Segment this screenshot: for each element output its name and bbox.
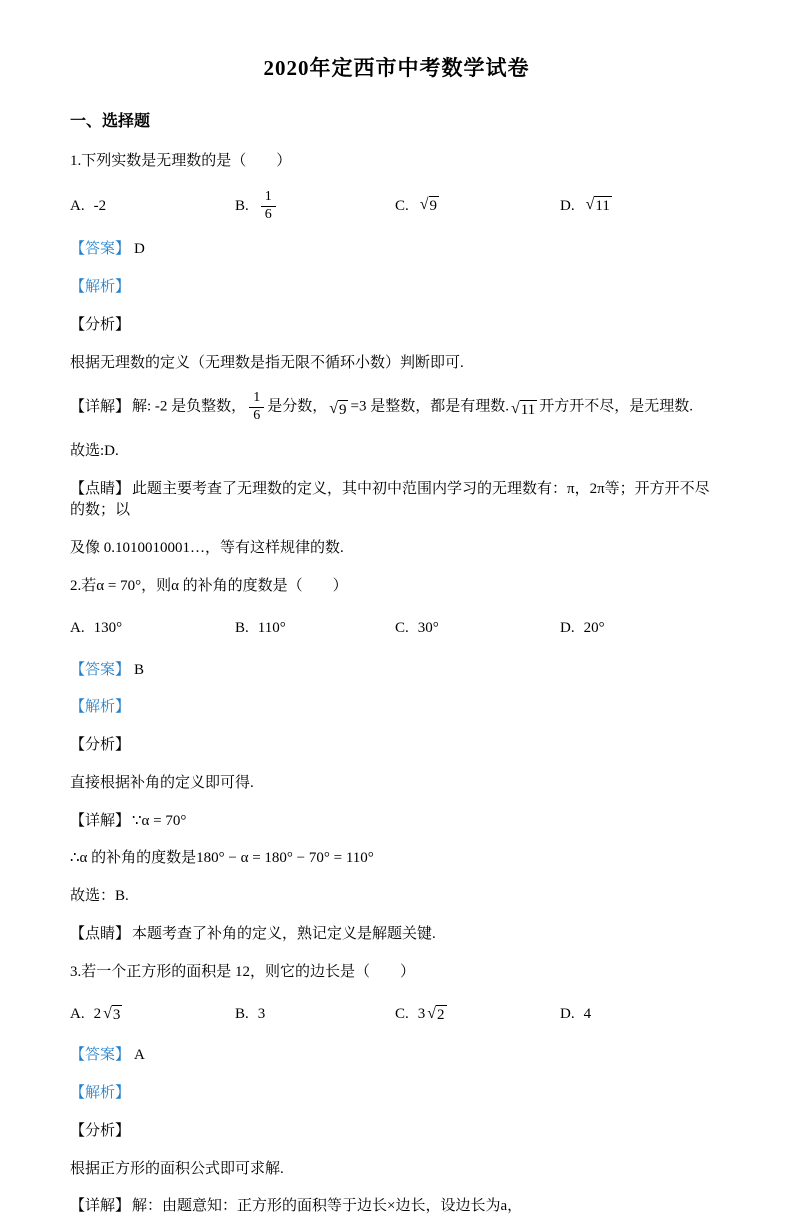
q2-xiangjie-line2: ∴α 的补角的度数是180° − α = 180° − 70° = 110° [70, 850, 374, 867]
q2-jiexi-line [70, 697, 723, 719]
q3-option-a [70, 1005, 235, 1025]
q3-xiangjie-line [70, 1196, 723, 1218]
option-value: 130° [93, 620, 123, 637]
q1-options [70, 189, 723, 224]
option-value: 110° [257, 620, 286, 637]
xiangjie-label: 【详解】 [70, 1198, 131, 1215]
radical-sign: √ [419, 196, 429, 214]
q1-fenxi-label-line [70, 315, 723, 337]
q2-option-a [70, 620, 235, 637]
coefficient: 2 [93, 1005, 102, 1022]
q1-dianjing-line2: 及像 0.1010010001…，等有这样规律的数. [70, 540, 344, 557]
q2-stem: 2.若α = 70°，则α 的补角的度数是（ ） [70, 577, 348, 594]
q2-fenxi-label-line [70, 735, 723, 757]
q3-option-d [560, 1006, 723, 1023]
option-value: 3 [257, 1005, 266, 1022]
xiangjie-label: 【详解】 [70, 812, 131, 829]
radical-sign: √ [103, 1004, 112, 1022]
square-root [103, 1005, 122, 1025]
option-label: C. [395, 1005, 409, 1022]
dianjing-label: 【点睛】 [70, 925, 131, 942]
xiangjie-text: 解：由题意知：正方形的面积等于边长×边长，设边长为a， [132, 1198, 523, 1215]
option-label: D. [560, 620, 575, 637]
answer-label: 【答案】 [70, 241, 131, 258]
answer-value: B [134, 661, 145, 678]
jiexi-label: 【解析】 [70, 699, 131, 716]
option-label: C. [395, 620, 409, 637]
fraction [249, 390, 264, 425]
q1-stem: 1.下列实数是无理数的是（ ） [70, 153, 292, 169]
option-value: 4 [583, 1005, 592, 1022]
fraction-denominator: 6 [264, 206, 272, 222]
radicand: 2 [437, 1006, 445, 1023]
q1-option-d [560, 196, 723, 216]
dianjing-text: 本题考查了补角的定义，熟记定义是解题关键. [132, 925, 436, 942]
q2-dianjing-line [70, 924, 723, 946]
q3-fenxi-text: 根据正方形的面积公式即可求解. [70, 1160, 284, 1177]
radical-sign: √ [585, 196, 595, 214]
fenxi-label: 【分析】 [70, 316, 131, 333]
radicand: 11 [520, 402, 536, 419]
coefficient: 3 [417, 1005, 426, 1022]
option-label: A. [70, 620, 85, 637]
section-heading: 一、选择题 [70, 113, 151, 130]
jiexi-label: 【解析】 [70, 1085, 131, 1102]
q1-conclusion: 故选:D. [70, 442, 119, 459]
q3-options [70, 999, 723, 1029]
q3-stem: 3.若一个正方形的面积是 12，则它的边长是（ ） [70, 963, 416, 980]
q1-option-a [70, 198, 235, 215]
q2-conclusion: 故选：B. [70, 888, 129, 905]
q1-jiexi-line [70, 277, 723, 299]
q2-xiangjie-line1 [70, 811, 723, 833]
xiangjie-text: =3 是整数，都是有理数. [350, 399, 509, 416]
xiangjie-text: ∵α = 70° [132, 812, 187, 829]
q1-option-c [395, 196, 560, 216]
radicand: 9 [429, 198, 438, 215]
option-label: D. [560, 1005, 575, 1022]
option-label: A. [70, 197, 85, 214]
fraction-denominator: 6 [253, 408, 261, 424]
option-value: 20° [583, 620, 605, 637]
q3-option-c [395, 1005, 560, 1025]
q3-jiexi-line [70, 1083, 723, 1105]
radicand: 11 [595, 198, 610, 215]
square-root [427, 1005, 446, 1025]
answer-value: A [134, 1047, 145, 1064]
radical-sign: √ [329, 400, 338, 418]
q2-fenxi-text: 直接根据补角的定义即可得. [70, 774, 254, 791]
q1-option-b [235, 189, 395, 224]
option-label: B. [235, 1005, 249, 1022]
q3-option-b [235, 1006, 395, 1023]
fenxi-label: 【分析】 [70, 1122, 131, 1139]
xiangjie-label: 【详解】 [70, 399, 131, 416]
q2-answer-line [70, 660, 723, 682]
square-root [329, 400, 348, 420]
q3-answer-line [70, 1045, 723, 1067]
answer-label: 【答案】 [70, 1047, 131, 1064]
xiangjie-text: 是分数， [267, 399, 328, 416]
xiangjie-text: 解: -2 是负整数， [132, 399, 247, 416]
q1-answer-line [70, 239, 723, 261]
fenxi-label: 【分析】 [70, 737, 131, 754]
option-value: -2 [93, 197, 107, 214]
q2-option-b [235, 620, 395, 637]
option-label: D. [560, 197, 575, 214]
radical-sign: √ [510, 400, 520, 418]
radical-sign: √ [427, 1004, 437, 1022]
option-label: A. [70, 1005, 85, 1022]
q2-option-d [560, 620, 723, 637]
jiexi-label: 【解析】 [70, 279, 131, 296]
fraction [261, 189, 276, 224]
option-label: C. [395, 197, 409, 214]
answer-label: 【答案】 [70, 661, 131, 678]
radicand: 9 [338, 402, 347, 419]
option-label: B. [235, 197, 249, 214]
dianjing-text: 此题主要考查了无理数的定义，其中初中范围内学习的无理数有：π，2π等；开方开不尽的数；以 [70, 480, 710, 519]
q2-options [70, 614, 723, 644]
option-value: 30° [417, 620, 439, 637]
q2-option-c [395, 620, 560, 637]
square-root [420, 196, 439, 216]
option-label: B. [235, 620, 249, 637]
q1-dianjing-line1 [70, 479, 723, 523]
answer-value: D [134, 241, 145, 258]
dianjing-label: 【点睛】 [70, 480, 131, 497]
q3-fenxi-label-line [70, 1121, 723, 1143]
q1-fenxi-text: 根据无理数的定义（无理数是指无限不循环小数）判断即可. [70, 354, 464, 371]
radicand: 3 [112, 1006, 121, 1023]
fraction-numerator: 1 [249, 390, 264, 408]
q1-xiangjie-line [70, 390, 723, 425]
square-root [511, 400, 537, 420]
xiangjie-text: 开方开不尽，是无理数. [539, 399, 693, 416]
square-root [586, 196, 612, 216]
fraction-numerator: 1 [261, 189, 276, 207]
page-title: 2020年定西市中考数学试卷 [263, 56, 530, 80]
